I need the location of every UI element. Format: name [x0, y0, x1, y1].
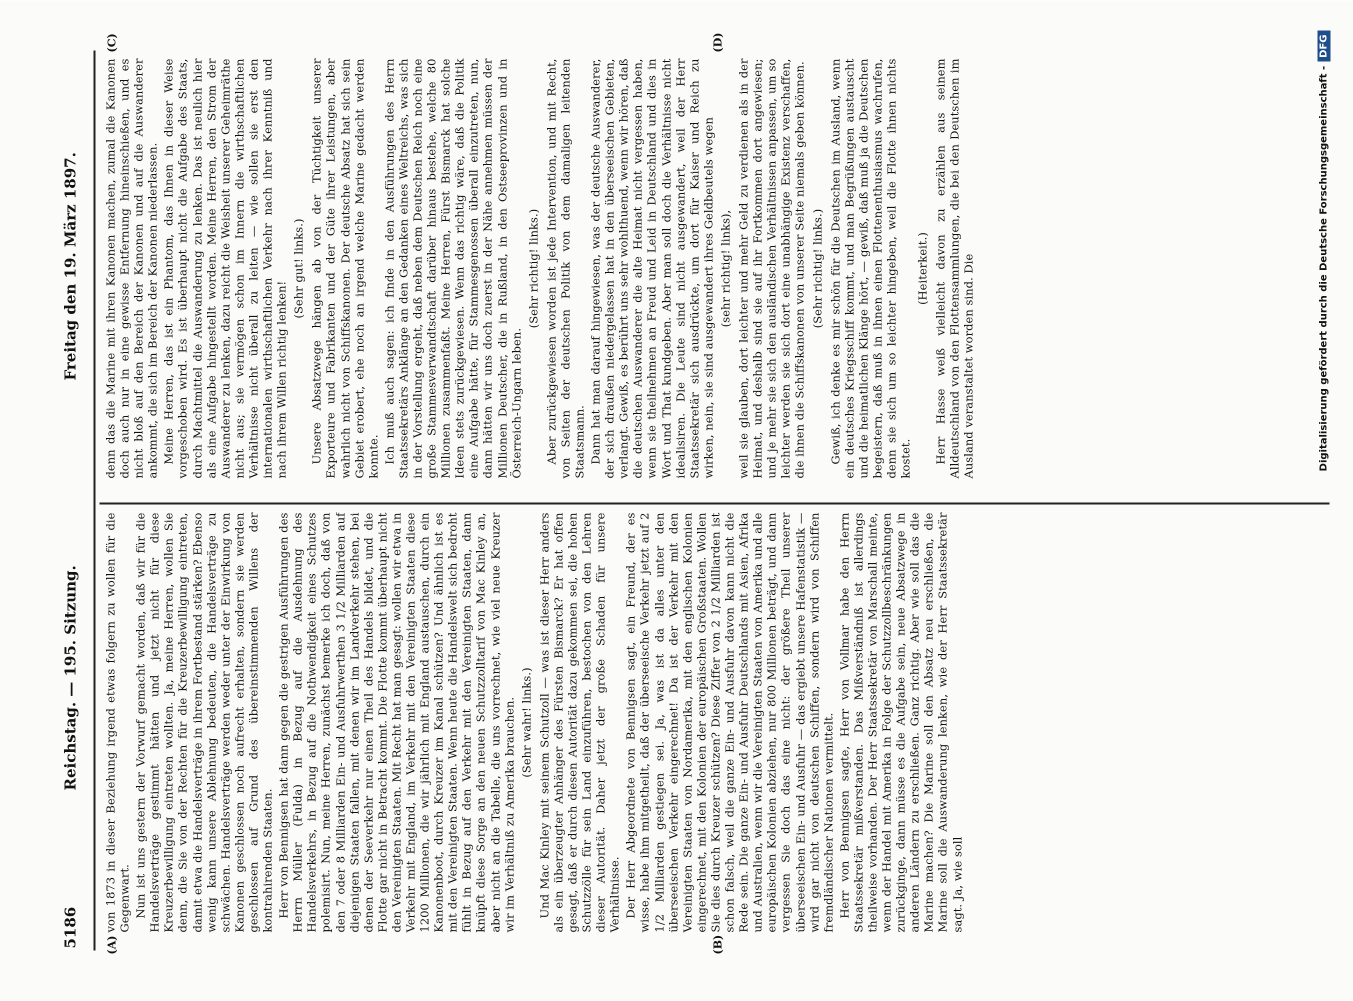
interjection: (Sehr richtig! links.) [810, 208, 824, 329]
interjection: (Sehr richtig! links.) [526, 208, 541, 329]
margin-label-d: (D) [711, 32, 725, 53]
margin-label-a: (A) [105, 935, 119, 955]
paragraph: Dann hat man darauf hingewiesen, was der deutsche Auswanderer, der sich draußen niedergelassen hat in den überseeischen Gebieten, verlangt. Gewiß, es berührt uns sehr wohlthuend, wenn wir hören, daß die deutschen Auswanderer die alte Heimat nicht vergessen haben, wenn sie theilnehmen an Freud und Leid in Deutschland und dies in Wort und That kundgeben. Aber man soll doch die Verhältnisse nicht idealisiren. Die Leute sind nicht ausgewandert, weil der Herr Staatssekretär sich ausdrückte, um dort für Kaiser und Reich zu wirken, nein, sie sind ausgewandert ihres Geldbeutels wegen [588, 58, 716, 479]
paragraph: weil sie glauben, dort leichter und mehr Geld zu verdienen als in der Heimat, und deshalb sind sie auf ihr Fortkommen dort angewiesen; und je mehr sie sich den ausländischen Verhältnissen anpassen, um so leichter werden sie sich dort eine unabhängige Existenz verschaffen, die ihnen die Schiffskanonen von unserer Seite niemals geben können. [736, 58, 807, 479]
paragraph: Und Mac Kinley mit seinem Schutzoll — was ist dieser Herr anders als ein überzeugter Anhänger des Fürsten Bismarck? Er hat offen gesagt, daß er durch diesen Autorität dazu gekommen sei, die hohen Schutzzölle für sein Land einzuführen, bestochen von den Lehren dieser Autorität. Daher jetzt der große Schaden für unsere Verhältnisse. [537, 512, 622, 933]
paragraph: Herr von Bennigsen hat dann gegen die gestrigen Ausführungen des Herrn Müller (Fulda) in Bezug auf die Ausdehnung des Handelsverkehrs, in Bezug auf die Nothwendigkeit eines Schutzes polemisirt. Nun, meine Herren, zunächst bemerke ich doch, daß von den 7 oder 8 Milliarden Ein- und Ausfuhrwerthen 3 1/2 Milliarden auf diejenigen Staaten fallen, mit denen wir im Landverkehr stehen, bei denen der Seeverkehr nur einen Theil des Handels bildet, und die Flotte gar nicht in Betracht kommt. Die Flotte kommt überhaupt nicht den Vereinigten Staaten. Mit Recht hat man gesagt: wollen wir etwa in Verkehr mit England, im Verkehr mit den Vereinigten Staaten diese 1200 Millionen, die wir jährlich mit England austauschen, durch ein Kanonenboot, durch Kreuzer im Kanal schützen? Und ähnlich ist es mit den Vereinigten Staaten. Wenn heute die Handelswelt sich bedroht fühlt in Bezug auf den Verkehr mit den Vereinigten Staaten, dann knüpft diese Sorge an den neuen Schutzzolltarif von Mac Kinley an, aber nicht an die Tabelle, die uns vorrechnet, wie viel neue Kreuzer wir im Verhältniß zu Amerika brauchen. [276, 512, 517, 933]
paragraph: Unsere Absatzwege hängen ab von der Tüchtigkeit unserer Exporteure und Fabrikanten und der Güte ihrer Leistungen, aber wahrlich nicht von Schiffskanonen. Der deutsche Absatz hat sich sein Gebiet erobert, ehe noch an irgend welche Marine gedacht werden konnte. [309, 58, 381, 479]
interjection: (sehr richtig! links), [718, 209, 733, 328]
document-page [0, 1, 1353, 1001]
paragraph: Aber zurückgewiesen worden ist jede Intervention, und mit Recht, von Seiten der deutschen Politik von dem damaligen leitenden Staatsmann. [544, 58, 587, 479]
paragraph: Ich muß auch sagen: ich finde in den Ausführungen des Herrn Staatssekretärs Anklänge an den Gedanken eines Weltreichs, was sich in der Vorstellung ergeht, daß neben dem Deutschen Reich noch eine große Stammesverwandtschaft darüber hinaus bestehe, welche 80 Millionen zusammenfaßt. Meine Herren, Fürst Bismarck hat solche Ideen stets zurückgewiesen. Wenn das richtig wäre, daß die Politik eine Aufgabe hätte, für Stammesgenossen überall einzutreten, nun, dann hätten wir uns doch zuerst in der Nähe annehmen müssen der Millionen Deutscher, die in Rußland, in den Ostseeprovinzen und in Österreich-Ungarn leben. [382, 58, 524, 479]
text-column-left [104, 513, 1319, 933]
page-header-right [62, 61, 92, 481]
paragraph: Nun ist uns gestern der Vorwurf gemacht worden, daß wir für die Handelsverträge gestimmt hätten und jetzt nicht für diese Kreuzerbewilligung eintreten wollten. Ja, meine Herren, wollen Sie denn, die Sie von der Rechten für die Kreuzerbewilligung eintreten, damit etwa die Handelsverträge in ihrem Fortbestand stärken? Ebenso wenig kann unsere Ablehnung bedeuten, die Handelsverträge zu schwächen. Handelsverträge werden weder unter der Einwirkung von Kanonen geschlossen noch aufrecht erhalten, sondern sie werden geschlossen auf Grund des übereinstimmenden Willens der kontrahirenden Staaten. [133, 512, 275, 933]
column-divider [100, 503, 1330, 505]
paragraph: Der Herr Abgeordnete von Bennigsen sagt, ein Freund, der es wisse, habe ihm mitgetheilt, daß der überseeische Verkehr jetzt auf 2 1/2 Milliarden gestiegen sei. Ja, was ist da alles unter den überseeischen Verkehr eingerechnet! Da ist der Verkehr mit den Vereinigten Staaten von Nordamerika, mit den englischen Kolonien eingerechnet, mit den Kolonien der europäischen Großstaaten. Wollen Sie dies durch Kreuzer schützen? Diese Ziffer von 2 1/2 Milliarden ist schon falsch, weil die ganze Ein- und Ausfuhr davon kann nicht die Rede sein. Die ganze Ein- und Ausfuhr Deutschlands mit Asien, Afrika und Australien, wenn wir die Vereinigten Staaten von Amerika und alle europäischen Kolonien abziehen, nur 800 Millionen beträgt, und dann vergessen Sie doch das eine nicht: der größere Theil unserer überseeischen Ein- und Ausfuhr — das ergiebt unsere Hafenstatistik — wird gar nicht von deutschen Schiffen, sondern wird von Schiffen fremdländischer Nationen vermittelt. [623, 512, 836, 933]
text-column-right [104, 59, 1319, 479]
paragraph: Gewiß, ich denke es mir schön für die Deutschen im Ausland, wenn ein deutsches Kriegsschiff kommt, und man Begrüßungen austauscht und die heimatlichen Klänge hört, — gewiß, daß muß ja die Deutschen begeistern, daß muß in ihnen einen Flottenenthusiasmus wachrufen, denn sie sich um so leichter hingeben, weil die Flotte ihnen nichts kostet. [828, 58, 913, 479]
header-date: Freitag den 19. März 1897. [61, 152, 80, 381]
digitization-note-text: Digitalisierung gefördert durch die Deutsche Forschungsgemeinschaft - [1318, 65, 1330, 472]
interjection: (Sehr wahr! links.) [519, 667, 534, 778]
digitization-note [1318, 31, 1340, 971]
dfg-logo: DFG [1318, 31, 1331, 62]
header-rule [94, 51, 96, 951]
header-session-title: Reichstag. — 195. Sitzung. [61, 565, 80, 791]
paragraph: Herr Hasse weiß vielleicht davon zu erzählen aus seinem Alldeutschland von den Flottensammlungen, die bei den Deutschen im Ausland veranstaltet worden sind. Die [933, 58, 976, 479]
paragraph: Meine Herren, das ist ein Phantom, das Ihnen in dieser Weise vorgeschoben wird. Es ist überhaupt nicht die Aufgabe des Staats, durch Machtmittel die Auswanderung zu lenken. Das ist neulich hier als eine Aufgabe hingestellt worden. Meine Herren, den Strom der Auswanderer zu lenken, dazu reicht die Weisheit unserer Geheimräthe nicht aus; sie vermögen schon im Innern die wirthschaftlichen Verhältnisse nicht überall zu leiten — wie sollen sie erst den internationalen wirthschaftlichen Verkehr nach ihrer Kenntniß und nach ihrem Willen richtig lenken! [161, 58, 289, 479]
page-header-left [62, 501, 92, 961]
interjection: (Heiterkeit.) [915, 232, 930, 305]
paragraph: von 1873 in dieser Beziehung irgend etwas folgern zu wollen für die Gegenwart. [103, 512, 132, 933]
interjection: (Sehr gut! links.) [291, 218, 306, 319]
margin-label-b: (B) [711, 934, 725, 955]
margin-label-c: (C) [105, 33, 119, 53]
paragraph: denn das die Marine mit ihren Kanonen machen, zumal die Kanonen doch auch nur in eine gewisse Entfernung hineinschießen, und es nicht bloß auf den Bereich der Kanonen und auf die Auswanderer ankommt, die sich im Bereich der Kanonen niederlassen. [103, 58, 160, 479]
paragraph: Herr von Bennigsen sagte, Herr von Vollmar habe den Herrn Staatssekretär mißverstanden. Das Mißverständniß ist allerdings theilweise vorhanden. Der Herr Staatssekretär von Marschall meinte, wenn der Handel mit Amerika in Folge der Schutzzollbeschränkungen zurückginge, dann müsse es die Aufgabe sein, neue Absatzwege in anderen Ländern zu erschließen. Ganz richtig. Aber wie soll das die Marine machen? Die Marine soll den Absatz neu erschließen, die Marine soll die Auswanderung lenken, wie der Herr Staatssekretär sagt. Ja, wie soll [837, 512, 965, 933]
page-number: 5186 [61, 906, 80, 949]
